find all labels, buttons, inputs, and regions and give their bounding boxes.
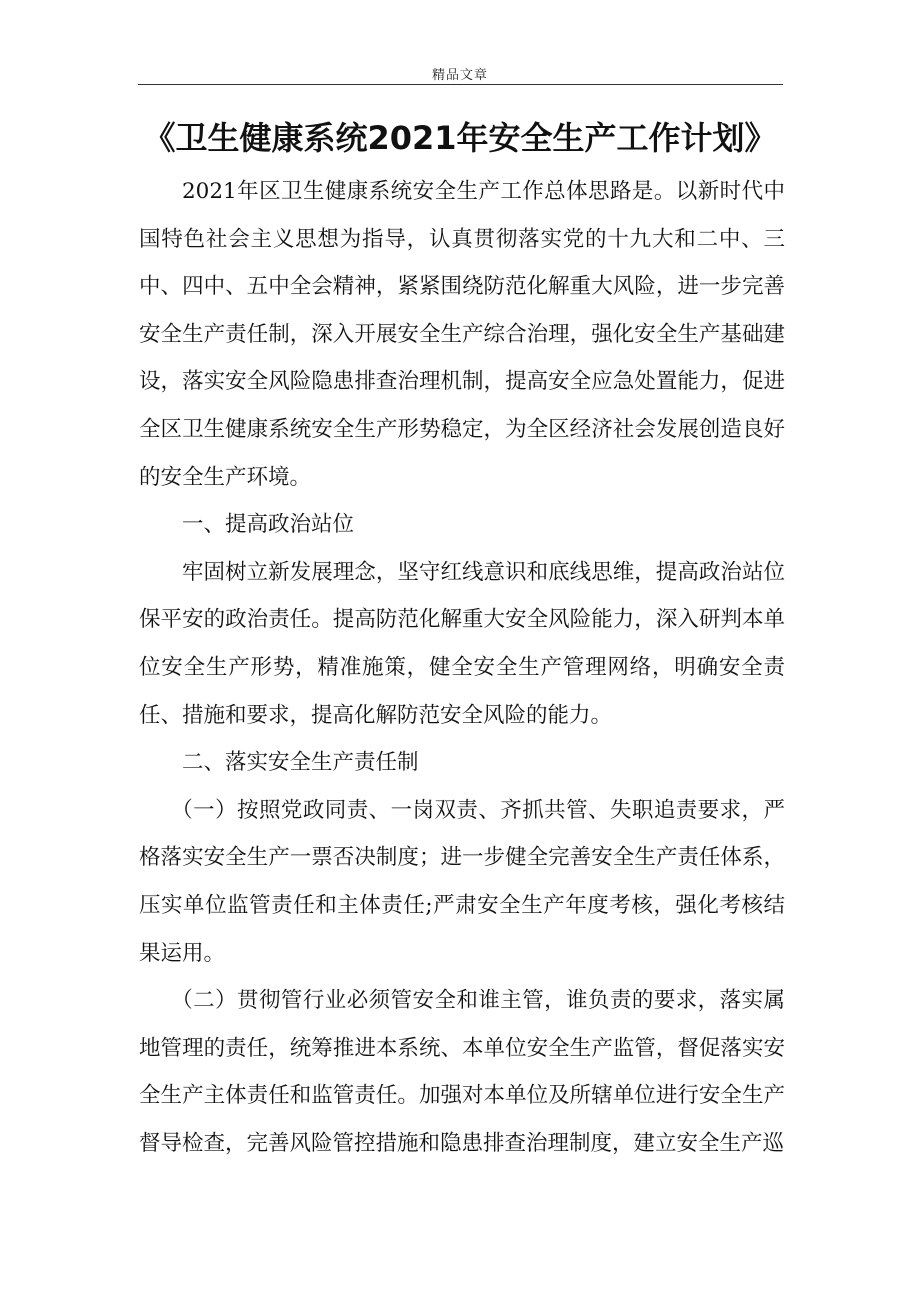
section-heading-2: 二、落实安全生产责任制 xyxy=(182,750,419,776)
paragraph-item-2: （二）贯彻管行业必须管安全和谁主管，谁负责的要求，落实属地管理的责任，统筹推进本系统、本单位安全生产监管，督促落实安全生产主体责任和监管责任。加强对本单位及所辖单位进行安全生产督导检查，完善风险管控措施和隐患排查治理制度，建立安全生产巡 xyxy=(139,988,785,1156)
document-title: 《卫生健康系统2021年安全生产工作计划》 xyxy=(143,119,777,157)
section-heading-1: 一、提高政治站位 xyxy=(182,512,355,538)
page-header-label: 精品文章 xyxy=(431,68,488,83)
paragraph-intro: 2021年区卫生健康系统安全生产工作总体思路是。以新时代中国特色社会主义思想为指导，认真贯彻落实党的十九大和二中、三中、四中、五中全会精神，紧紧围绕防范化解重大风险，进一步完善安全生产责任制，深入开展安全生产综合治理，强化安全生产基础建设，落实安全风险隐患排查治理机制，提高安全应急处置能力，促进全区卫生健康系统安全生产形势稳定，为全区经济社会发展创造良好的安全生产环境。 xyxy=(139,179,785,490)
paragraph-section-1: 牢固树立新发展理念，坚守红线意识和底线思维，提高政治站位保平安的政治责任。提高防范化解重大安全风险能力，深入研判本单位安全生产形势，精准施策，健全安全生产管理网络，明确安全责任、措施和要求，提高化解防范安全风险的能力。 xyxy=(139,559,785,728)
header-divider xyxy=(138,84,783,85)
document-body xyxy=(139,168,785,1167)
paragraph-item-1: （一）按照党政同责、一岗双责、齐抓共管、失职追责要求，严格落实安全生产一票否决制度；进一步健全完善安全生产责任体系，压实单位监管责任和主体责任;严肃安全生产年度考核，强化考核结果运用。 xyxy=(139,797,785,966)
